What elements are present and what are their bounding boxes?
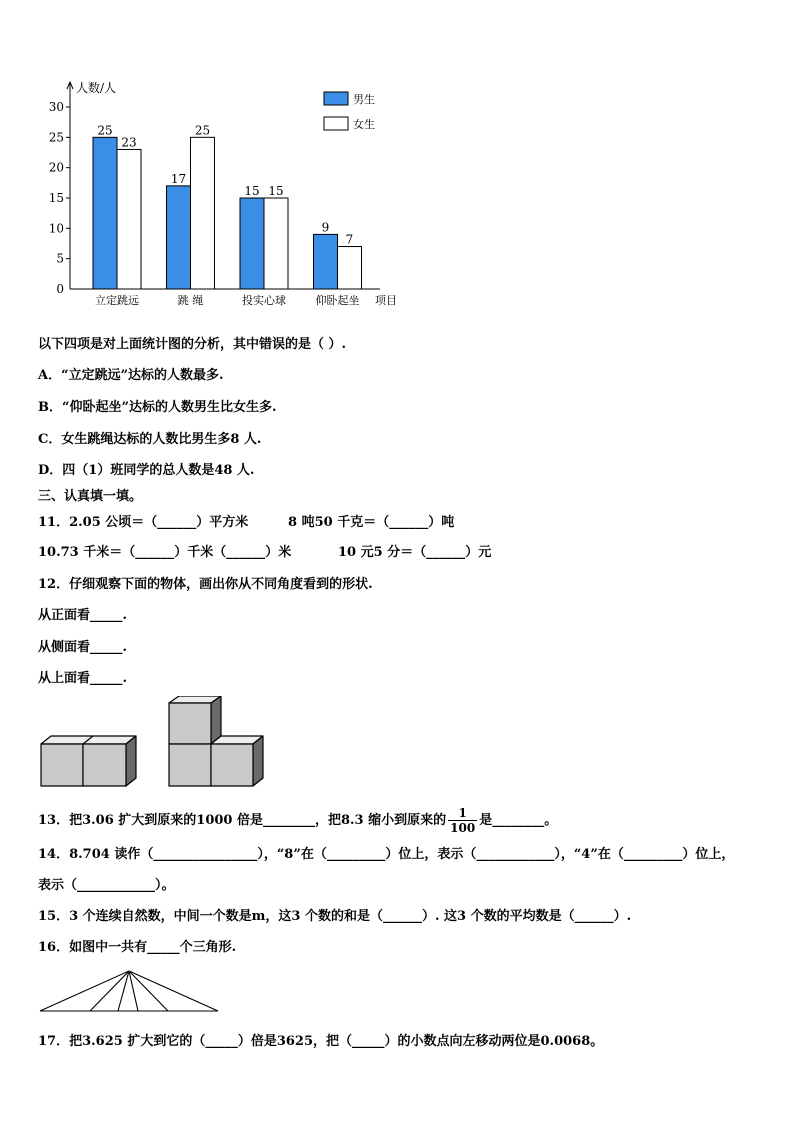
- cube-side: [253, 736, 263, 786]
- x-tick-label: 跳 绳: [177, 294, 204, 307]
- section-3-heading: 三、认真填一填。: [38, 489, 143, 504]
- y-axis-label: 人数/人: [76, 81, 117, 95]
- fraction-numerator: 1: [448, 806, 477, 821]
- data-label: 23: [121, 135, 137, 150]
- q11-d: 10 元5 分＝（______）元: [338, 545, 492, 560]
- fraction-denominator: 100: [450, 821, 476, 835]
- x-tick-label: 投实心球: [242, 294, 286, 307]
- data-label: 15: [268, 184, 284, 198]
- data-label: 17: [170, 171, 187, 186]
- q10-option-b: B．“仰卧起坐”达标的人数男生比女生多.: [38, 400, 277, 415]
- cube-figures: [36, 696, 276, 791]
- q16: 16．如图中一共有_____个三角形.: [38, 940, 237, 955]
- q14-line2: 表示（____________）。: [38, 878, 175, 893]
- data-label: 25: [194, 123, 211, 138]
- bar-girls: [264, 198, 288, 289]
- q10-option-c: C．女生跳绳达标的人数比男生多8 人.: [38, 432, 262, 447]
- data-label: 25: [97, 123, 113, 138]
- q12-top: 从上面看_____.: [38, 671, 128, 686]
- q11-a: 11．2.05 公顷＝（______）平方米: [38, 515, 249, 530]
- triangle-figure: [38, 943, 223, 1015]
- legend-swatch: [324, 117, 348, 130]
- bar-boys: [240, 198, 264, 289]
- y-tick-label: 15: [48, 191, 64, 205]
- bar-boys: [314, 234, 338, 289]
- legend-label: 男生: [353, 93, 375, 106]
- q11-b: 8 吨50 千克＝（______）吨: [288, 515, 455, 530]
- cube-side: [126, 736, 136, 786]
- legend-label: 女生: [353, 118, 375, 131]
- bar-girls: [191, 137, 215, 289]
- q13: [38, 806, 557, 835]
- q12-front: 从正面看_____.: [38, 608, 128, 623]
- y-tick-label: 25: [48, 130, 64, 145]
- cube-front: [169, 703, 211, 744]
- y-tick-label: 0: [56, 282, 64, 296]
- q13-part1: 13．把3.06 扩大到原来的1000 倍是________，把8.3 缩小到原来的: [38, 813, 447, 828]
- q11-c: 10.73 千米＝（______）千米（______）米: [38, 545, 292, 560]
- q17: 17．把3.625 扩大到它的（_____）倍是3625，把（_____）的小数点向左移动两位是0.0068。: [38, 1034, 604, 1049]
- cube-front: [169, 744, 211, 786]
- y-tick-label: 10: [48, 221, 64, 236]
- q12-stem: 12．仔细观察下面的物体，画出你从不同角度看到的形状.: [38, 577, 373, 592]
- q15: 15．3 个连续自然数，中间一个数是m，这3 个数的和是（______）. 这3 个数的平均数是（______）.: [38, 909, 632, 924]
- y-tick-label: 30: [48, 100, 64, 114]
- q13-part2: 是________。: [479, 813, 558, 828]
- data-label: 15: [244, 184, 260, 198]
- y-tick-label: 5: [56, 251, 64, 266]
- x-tick-label: 仰卧起坐: [315, 294, 360, 307]
- fraction: [448, 806, 477, 835]
- cube-front: [83, 744, 126, 786]
- bar-girls: [338, 247, 362, 289]
- q10-option-a: A．“立定跳远”达标的人数最多.: [38, 368, 224, 383]
- x-tick-label: 立定跳远: [95, 294, 139, 307]
- legend-swatch: [324, 92, 348, 105]
- cube-front: [211, 744, 253, 786]
- cube-front: [41, 744, 83, 786]
- q12-side: 从侧面看_____.: [38, 640, 128, 655]
- data-label: 9: [321, 220, 330, 235]
- q14-line1: 14．8.704 读作（________________），“8”在（_________）位上，表示（____________），“4”在（_________）位上，: [38, 847, 735, 862]
- x-axis-label: 项目: [375, 294, 397, 307]
- bar-boys: [167, 186, 191, 289]
- bar-chart: [30, 70, 410, 315]
- bar-girls: [117, 149, 141, 289]
- q10-stem: 以下四项是对上面统计图的分析，其中错误的是（ ）.: [38, 337, 347, 352]
- bar-boys: [93, 137, 117, 289]
- q10-option-d: D．四（1）班同学的总人数是48 人.: [38, 463, 255, 478]
- data-label: 7: [345, 232, 354, 247]
- y-tick-label: 20: [48, 160, 64, 175]
